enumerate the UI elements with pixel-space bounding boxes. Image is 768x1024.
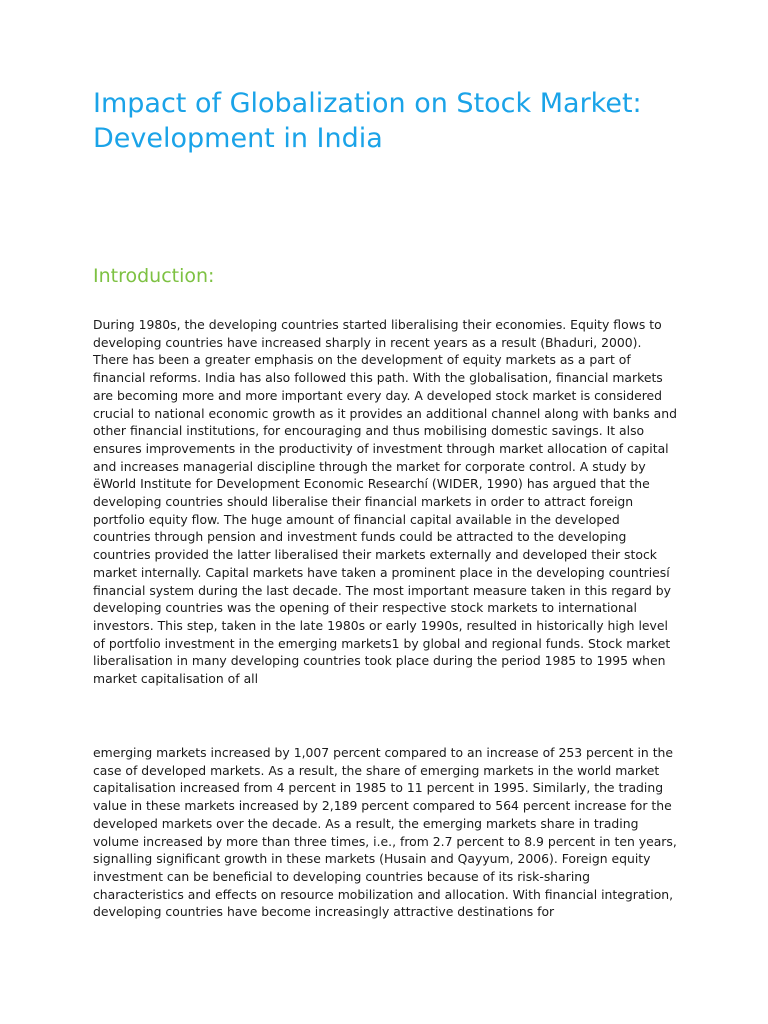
document-title: Impact of Globalization on Stock Market: Development in India [93, 88, 642, 154]
section-heading-introduction: Introduction: [93, 265, 215, 287]
body-paragraph: emerging markets increased by 1,007 percent compared to an increase of 253 percent in the case of developed markets. As a result, the share of emerging markets in the world market capitalisation increased from 4 percent in 1985 to 11 percent in 1995. Similarly, the trading value in these markets increased by 2,189 percent compared to 564 percent increase for the developed markets over the decade. As a result, the emerging markets share in trading volume increased by more than three times, i.e., from 2.7 percent to 8.9 percent in ten years, signalling significant growth in these markets (Husain and Qayyum, 2006). Foreign equity investment can be beneficial to developing countries because of its risk-sharing characteristics and effects on resource mobilization and allocation. With financial integration, developing countries have become increasingly attractive destinations for [93, 745, 677, 920]
body-paragraph: During 1980s, the developing countries started liberalising their economies. Equity flows to developing countries have increased sharply in recent years as a result (Bhaduri, 2000). There has been a greater emphasis on the development of equity markets as a part of financial reforms. India has also followed this path. With the globalisation, financial markets are becoming more and more important every day. A developed stock market is considered crucial to national economic growth as it provides an additional channel along with banks and other financial institutions, for encouraging and thus mobilising domestic savings. It also ensures improvements in the productivity of investment through market allocation of capital and increases managerial discipline through the market for corporate control. A study by ëWorld Institute for Development Economic Researchí (WIDER, 1990) has argued that the developing countries should liberalise their financial markets in order to attract foreign portfolio equity flow. The huge amount of financial capital available in the developed countries through pension and investment funds could be attracted to the developing countries provided the latter liberalised their markets externally and developed their stock market internally. Capital markets have taken a prominent place in the developing countriesí financial system during the last decade. The most important measure taken in this regard by developing countries was the opening of their respective stock markets to international investors. This step, taken in the late 1980s or early 1990s, resulted in historically high level of portfolio investment in the emerging markets1 by global and regional funds. Stock market liberalisation in many developing countries took place during the period 1985 to 1995 when market capitalisation of all [93, 317, 677, 687]
